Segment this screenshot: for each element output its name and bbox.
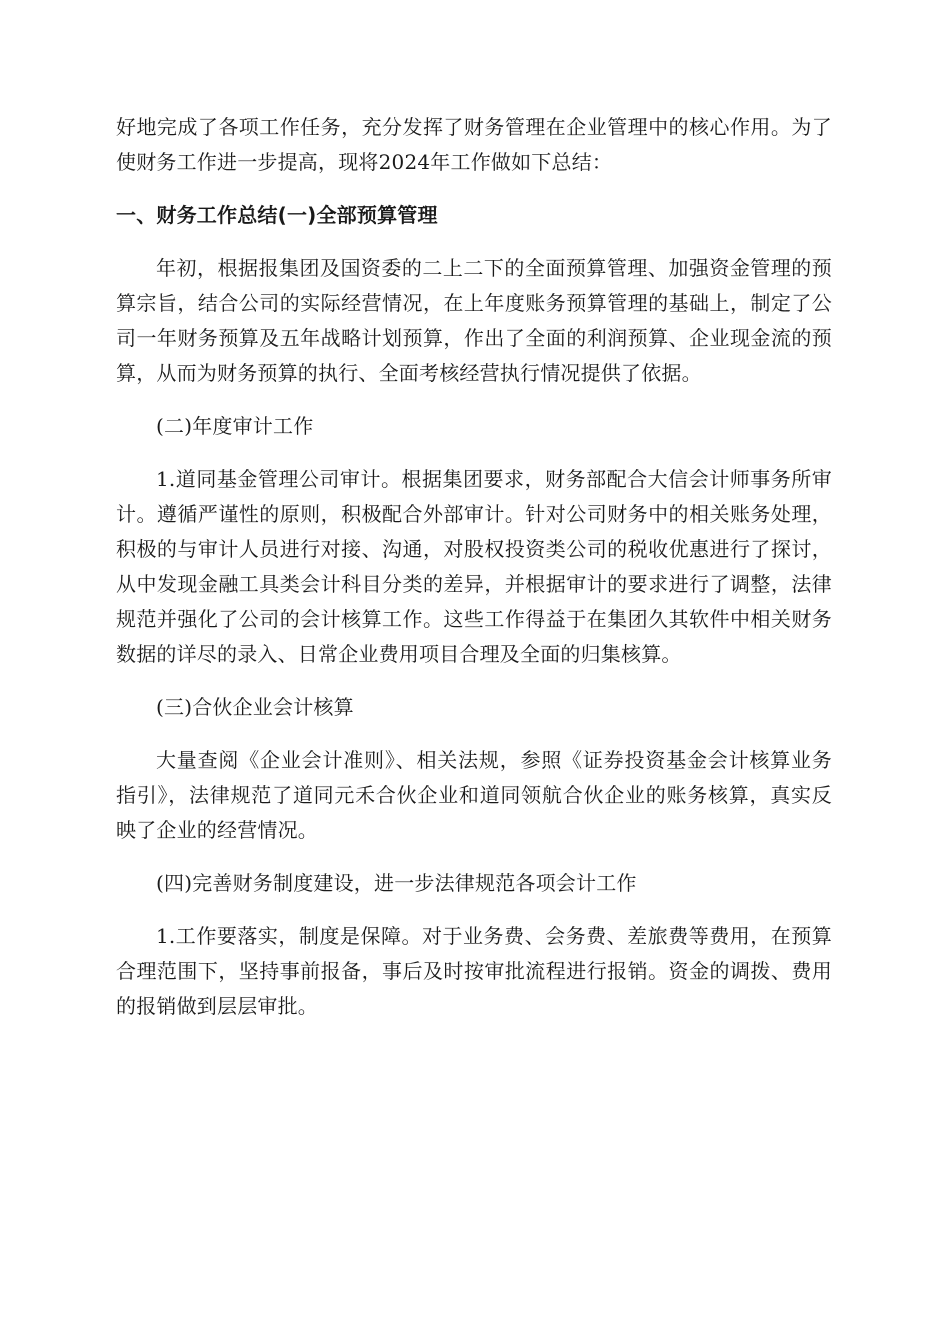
subheading-annual-audit: (二)年度审计工作 xyxy=(156,414,314,438)
subheading-financial-system: (四)完善财务制度建设，进一步法律规范各项会计工作 xyxy=(156,871,637,895)
section-heading-finance-summary: 一、财务工作总结(一)全部预算管理 xyxy=(116,203,438,227)
budget-paragraph: 年初，根据报集团及国资委的二上二下的全面预算管理、加强资金管理的预算宗旨，结合公司的实际经营情况，在上年度账务预算管理的基础上，制定了公司一年财务预算及五年战略计划预算，作出了全面的利润预算、企业现金流的预算，从而为财务预算的执行、全面考核经营执行情况提供了依据。 xyxy=(116,256,832,385)
partnership-paragraph: 大量查阅《企业会计准则》、相关法规，参照《证券投资基金会计核算业务指引》，法律规范了道同元禾合伙企业和道同领航合伙企业的账务核算，真实反映了企业的经营情况。 xyxy=(116,748,832,842)
audit-paragraph: 1.道同基金管理公司审计。根据集团要求，财务部配合大信会计师事务所审计。遵循严谨性的原则，积极配合外部审计。针对公司财务中的相关账务处理，积极的与审计人员进行对接、沟通，对股权投资类公司的税收优惠进行了探讨，从中发现金融工具类会计科目分类的差异，并根据审计的要求进行了调整，法律规范并强化了公司的会计核算工作。这些工作得益于在集团久其软件中相关财务数据的详尽的录入、日常企业费用项目合理及全面的归集核算。 xyxy=(116,467,832,666)
document-body xyxy=(116,110,832,1042)
subheading-partnership-accounting: (三)合伙企业会计核算 xyxy=(156,695,354,719)
intro-paragraph: 好地完成了各项工作任务，充分发挥了财务管理在企业管理中的核心作用。为了使财务工作进一步提高，现将2024年工作做如下总结： xyxy=(116,115,832,174)
system-paragraph: 1.工作要落实，制度是保障。对于业务费、会务费、差旅费等费用，在预算合理范围下，坚持事前报备，事后及时按审批流程进行报销。资金的调拨、费用的报销做到层层审批。 xyxy=(116,924,832,1018)
